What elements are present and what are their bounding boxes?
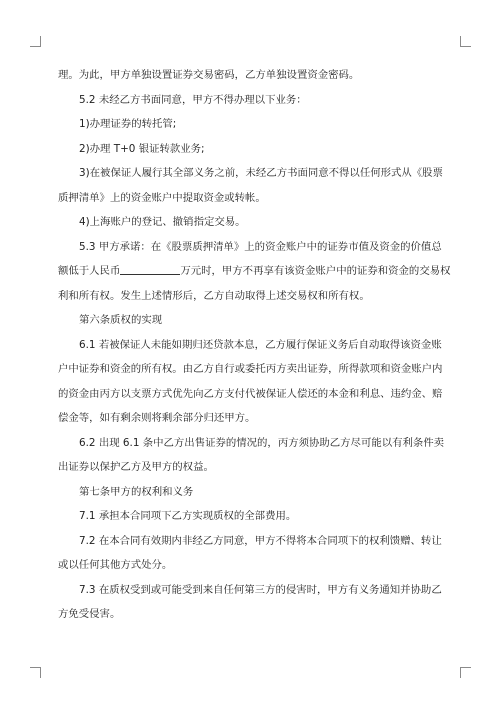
text-line: 4)上海账户的登记、撤销指定交易。 — [79, 216, 246, 228]
crop-mark-bottom-right — [460, 667, 471, 678]
text-line: 的资金由丙方以支票方式优先向乙方支付代被保证人偿还的本金和利息、违约金、赔 — [58, 387, 443, 400]
text-line: 6.1 若被保证人未能如期归还贷款本息，乙方履行保证义务后自动取得该资金账 — [79, 338, 442, 351]
text-segment: 额低于人民币 — [58, 265, 121, 277]
crop-mark-bottom-left — [30, 667, 41, 678]
section-heading: 第六条质权的实现 — [79, 314, 163, 326]
text-line: 5.3 甲方承诺：在《股票质押清单》上的资金账户中的证券市值及资金的价值总 — [79, 240, 442, 253]
text-line: 2)办理 T+0 银证转款业务; — [79, 142, 205, 155]
article-7-heading — [58, 480, 450, 505]
text-line-with-blank — [58, 259, 450, 284]
clause-7-3 — [58, 578, 450, 627]
text-line: 7.1 承担本合同项下乙方实现质权的全部费用。 — [79, 510, 297, 522]
text-line: 7.2 在本合同有效期内非经乙方同意，甲方不得将本合同项下的权利馈赠、转让 — [79, 534, 442, 547]
text-line: 或以任何其他方式处分。 — [58, 559, 173, 571]
list-item-3 — [58, 161, 450, 210]
text-line: 5.2 未经乙方书面同意，甲方不得办理以下业务： — [79, 93, 307, 106]
fill-in-blank — [120, 263, 180, 275]
clause-5-2 — [58, 88, 450, 113]
section-heading: 第七条甲方的权利和义务 — [79, 485, 194, 498]
list-item-1 — [58, 112, 450, 137]
list-item-4 — [58, 210, 450, 235]
article-6-heading — [58, 308, 450, 333]
clause-5-3 — [58, 235, 450, 309]
list-item-2 — [58, 137, 450, 162]
clause-6-1 — [58, 333, 450, 431]
text-line: 3)在被保证人履行其全部义务之前，未经乙方书面同意不得以任何形式从《股票 — [79, 167, 443, 179]
text-line: 利和所有权。发生上述情形后，乙方自动取得上述交易权和所有权。 — [58, 289, 370, 302]
text-line: 理。为此，甲方单独设置证券交易密码，乙方单独设置资金密码。 — [58, 69, 360, 81]
paragraph-continuation — [58, 63, 450, 88]
text-line: 方免受侵害。 — [58, 608, 121, 620]
text-line: 户中证券和资金的所有权。由乙方自行或委托丙方卖出证券，所得款项和资金账户内 — [58, 363, 443, 375]
text-line: 6.2 出现 6.1 条中乙方出售证券的情况的，丙方须协助乙方尽可能以有利条件卖 — [79, 436, 445, 449]
clause-6-2 — [58, 431, 450, 480]
clause-7-1 — [58, 504, 450, 529]
text-line: 质押清单》上的资金账户中提取资金或转帐。 — [58, 191, 266, 204]
text-segment: 万元时，甲方不再享有该资金账户中的证券和资金的交易权 — [180, 265, 451, 277]
text-line: 出证券以保护乙方及甲方的权益。 — [58, 461, 214, 473]
crop-mark-top-left — [30, 36, 41, 47]
text-line: 1)办理证券的转托管; — [79, 118, 177, 130]
crop-mark-top-right — [460, 36, 471, 47]
text-line: 7.3 在质权受到或可能受到来自任何第三方的侵害时，甲方有义务通知并协助乙 — [79, 583, 442, 596]
document-body — [58, 63, 450, 627]
text-line: 偿金等，如有剩余则将剩余部分归还甲方。 — [58, 412, 256, 424]
clause-7-2 — [58, 529, 450, 578]
